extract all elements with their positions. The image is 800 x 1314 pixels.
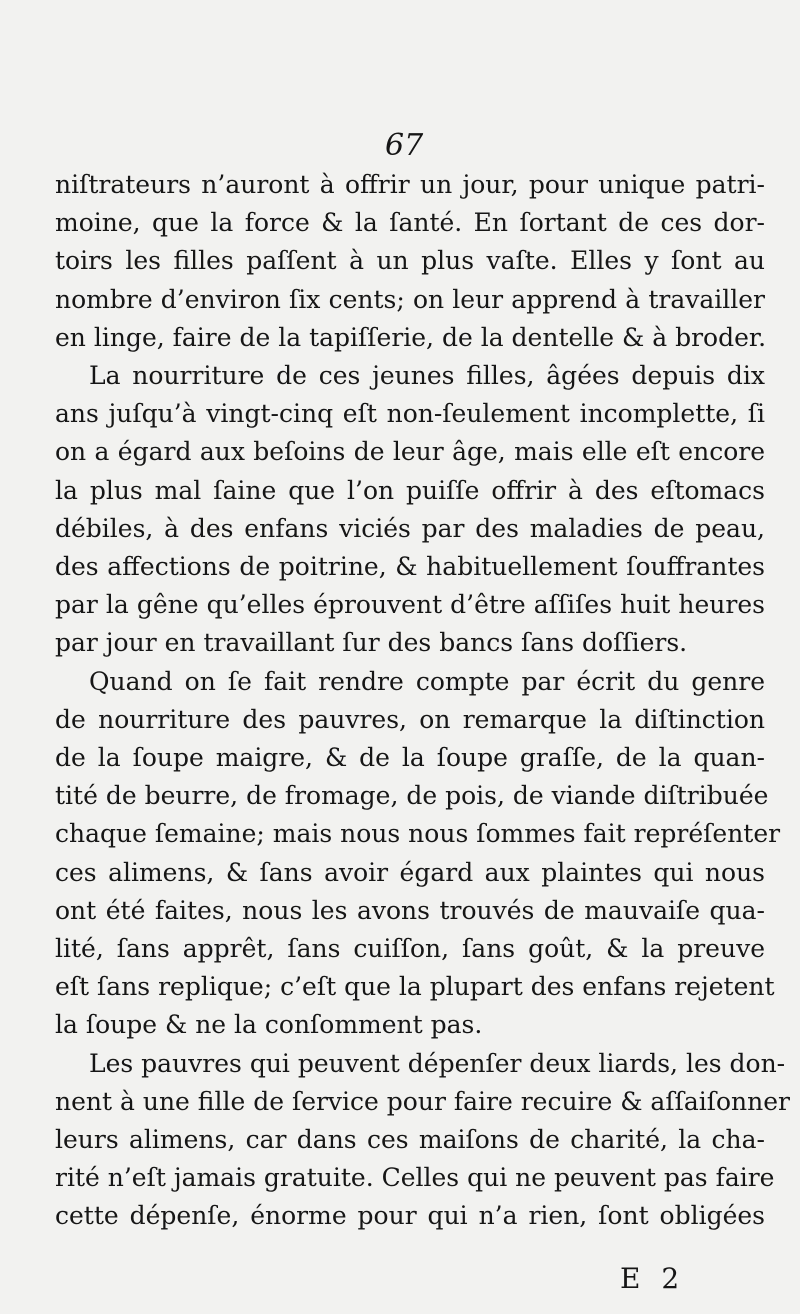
text-line: débiles, à des enfans viciés par des maladies de peau, (55, 513, 765, 543)
text-line: cette dépenſe, énorme pour qui n’a rien, ſont obligées (55, 1201, 765, 1231)
text-line: par la gêne qu’elles éprouvent d’être aſſiſes huit heures (55, 590, 765, 620)
text-line: chaque ſemaine; mais nous nous ſommes fait repréſenter (55, 819, 781, 849)
text-line: nombre d’environ ſix cents; on leur apprend à travailler (55, 284, 765, 314)
text-line: en linge, faire de la tapiſſerie, de la dentelle & à broder. (55, 322, 767, 352)
text-line: niſtrateurs n’auront à offrir un jour, pour unique patri- (55, 170, 765, 199)
text-line: tité de beurre, de fromage, de pois, de viande diſtribuée (55, 781, 769, 811)
text-line: de la ſoupe maigre, & de la ſoupe graſſe, de la quan- (55, 743, 765, 773)
text-line: on a égard aux beſoins de leur âge, mais elle eſt encore (55, 437, 765, 467)
text-line: lité, ſans apprêt, ſans cuiſſon, ſans goût, & la preuve (55, 934, 765, 964)
text-line: Quand on ſe fait rendre compte par écrit du genre (89, 666, 765, 696)
text-line: nent à une fille de ſervice pour faire recuire & aſſaiſonner (55, 1086, 790, 1116)
text-line: la ſoupe & ne la conſomment pas. (55, 1010, 483, 1040)
text-line: de nourriture des pauvres, on remarque la diſtinction (55, 704, 765, 734)
text-line: par jour en travaillant ſur des bancs ſans doſſiers. (55, 628, 688, 658)
text-line: la plus mal ſaine que l’on puiſſe offrir à des eſtomacs (55, 475, 765, 505)
text-line: ces alimens, & ſans avoir égard aux plaintes qui nous (55, 857, 765, 887)
text-line: La nourriture de ces jeunes filles, âgées depuis dix (89, 361, 765, 391)
text-line: des affections de poitrine, & habituellement ſouffrantes (55, 552, 765, 582)
text-line: leurs alimens, car dans ces maiſons de charité, la cha- (55, 1125, 765, 1155)
text-line: ont été faites, nous les avons trouvés de mauvaiſe qua- (55, 895, 765, 925)
text-line: rité n’eſt jamais gratuite. Celles qui ne peuvent pas faire (55, 1163, 775, 1193)
body-text (55, 166, 790, 1236)
text-line: eſt ſans replique; c’eſt que la plupart des enfans rejetent (55, 972, 775, 1002)
text-line: toirs les filles paſſent à un plus vaſte. Elles y ſont au (55, 246, 765, 276)
text-line: ans juſqu’à vingt-cinq eſt non-ſeulement incomplette, ſi (55, 399, 765, 429)
text-line: moine, que la force & la ſanté. En ſortant de ces dor- (55, 208, 765, 238)
text-line: Les pauvres qui peuvent dépenſer deux liards, les don- (89, 1048, 786, 1078)
signature-mark: E 2 (620, 1262, 686, 1295)
page-number: 67 (385, 128, 424, 163)
